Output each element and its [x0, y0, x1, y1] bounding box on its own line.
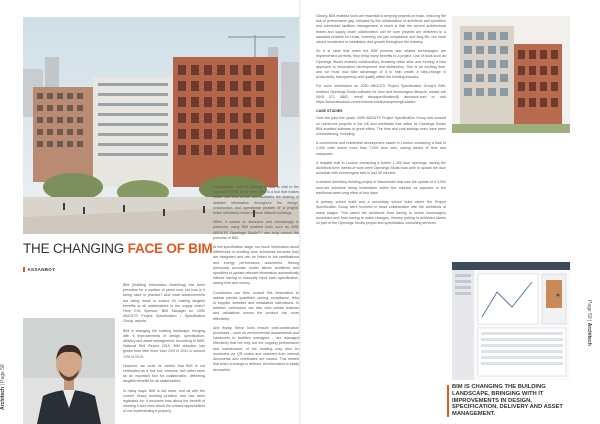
portrait-photo: [23, 318, 115, 424]
paragraph: And finally, these tools ensure post-construction processes – such as environmental assessments and handovers to facilities managers – are managed effectively that not only, but the ongoing performance and maintenance of the building may also be monitored via QR codes and scanned from internal documents and certificates are issued. This means that when a change is defined, all information is easily accessible.: [213, 325, 299, 372]
spine-page-number: Page 59: [586, 300, 592, 319]
paragraph: However, we must be careful that BIM is not celebrated as a 'tick box' exercise, but rather seen as an important tool for collaboration, delivering tangible benefits for all stakeholders.: [123, 363, 205, 384]
paragraph: Over the past five years, 2050 ABOUTS Project Specification Group has worked on numerous projects in the UK and worldwide that utilise its Openings Studio BIM-enabled software to great effect. The time and cost savings seen have been overwhelming, including:: [316, 116, 446, 137]
right-spine: Page 59 | Architech: [586, 300, 592, 346]
paragraph: Collaboration and the sharing of data is vital to the success of BIM. At its heart, BIM is a tool that makes easier and less at-risk and facilitates the sharing of detailed information throughout the design, construction and operational phases of a project, which ultimately results in more efficient buildings.: [213, 185, 299, 216]
paragraph: Contractors can then consult this information to assess precise quantities, pricing, compliance, links to supplier websites and installation instructions. In addition, contractors can also view certain features and validations across the product mix more effectively.: [213, 290, 299, 321]
spine-brand: Architech: [0, 386, 6, 410]
spine-page-number: Page 58: [0, 364, 6, 383]
software-screenshot: [452, 262, 570, 380]
paragraph: So it is clear that when the BIM process and related technologies are implemented correctly, they bring many benefits to a project. Use of tools such as Openings Studio enables collaboration, breaking down silos and forming a new approach to information development and distribution. This is an exciting time, and we must now take advantage of it to help create a step-change in productivity, transparency and quality within the building industry.: [316, 49, 446, 80]
paragraph: A hospital built in London containing a further 1,400 door openings, saving the architects time; weeks of work were Openings Studio was able to update the door schedule with ironmongery sets in just 40 minutes.: [316, 160, 446, 176]
accent-bar: [447, 385, 449, 417]
byline-name: ASSANBOY: [27, 267, 56, 272]
spine-brand: Architech: [586, 322, 592, 346]
paragraph: Clearly, BIM-enabled tools are essential to keeping projects on track, reducing the risk of performance gap, followed by the collaboration of architects and specifiers and connected facilities management. A result is that the current architectural teams and supply chain collaboration can be sure projects are delivered to a standard suitable for reuse, ensuring not just compliance and long life, but more robust investment in installation and growth throughout the industry.: [316, 14, 446, 45]
paragraph: A commercial and residential development based in London containing a total of 1,000 units where more than 7,000 door sets, saving weeks of time and manpower.: [316, 141, 446, 156]
building-render: [452, 16, 570, 133]
paragraph: In many ways, BIM is old news, and as with the current heavy building practice that has been legislated for, it becomes less about the benefit of meeting it and more about the missed opportunities of not implementing it properly.: [123, 388, 205, 414]
pull-quote: [452, 384, 570, 418]
paragraph: A primary school build and a secondary school build where the Project Specification Group were involved in close collaboration with the architects of many stages. This saved the architects from having to revise ironmongery schedules and from having to make changes, thereby putting in achieved clients on part of the Openings Studio project and specification consulting services.: [316, 200, 446, 225]
paragraph: A student dormitory building project in Manchester that saw the update of a 3,500 door-set schedule being undertaken within five minutes as opposed to the traditional week-long effort of four days.: [316, 180, 446, 195]
left-body-column-a: [123, 283, 205, 419]
page-gutter: [299, 0, 301, 424]
right-body-column-a: [316, 14, 446, 230]
accent-bar: [23, 267, 25, 272]
paragraph: BIM (Building Information Modelling) has been prevalent for a number of years now, but how is it being used in practice? And what advancements are being made to ensure it's making tangible benefits to all stakeholders in the supply chain? Here Eric Spencer, BIM Manager for 2050 ABOUTS Project Specification / Specification Group, reports.: [123, 283, 205, 324]
paragraph: For more information on 2050 ABOUTS Project Specification Group's BIM-enabled Openings Studio software for door and ironmongery lifecycle, please call 0845 071 0882, email abuyspecification@ aboutsuk.com or visit https://www.aboutsuk.com/en/doors-solutions/openings-studio/: [316, 84, 446, 105]
left-spine: Architech | Page 58: [0, 364, 6, 410]
paragraph: At the specification stage, too much information about differences in creating door schedules because they are integrated and can be linked to the certifications and energy performance documents. Having previously accurate model allows architects and specifiers to update relevant information automatically without having to manually input each specification, saving time and money.: [213, 245, 299, 286]
headline-plain: THE CHANGING: [23, 241, 128, 256]
left-body-column-b: [213, 185, 299, 377]
byline: [23, 267, 55, 272]
article-headline: [23, 241, 233, 256]
headline-strong: FACE OF BIM: [127, 241, 213, 256]
pull-quote-text: BIM IS CHANGING THE BUILDING LANDSCAPE, BRINGING WITH IT IMPROVEMENTS IN DESIGN, SPECIFICATION, DELIVERY AND ASSET MANAGEMENT.: [452, 384, 563, 418]
case-studies-heading: CASE STUDIES: [316, 109, 343, 114]
paragraph: When it comes to decisions and increasingly in particular, using BIM enabled tools such as 2050 ABOUTS Openings Studio™ can truly unlock the potential of BIM.: [213, 220, 299, 240]
paragraph: BIM is changing the building landscape, bringing with it improvements in design, specification, delivery and asset management. According to NBS' National BIM Report 2019, BIM adoption has grown from little more than 13% in 2011 to around 73% in 2019.: [123, 328, 205, 359]
